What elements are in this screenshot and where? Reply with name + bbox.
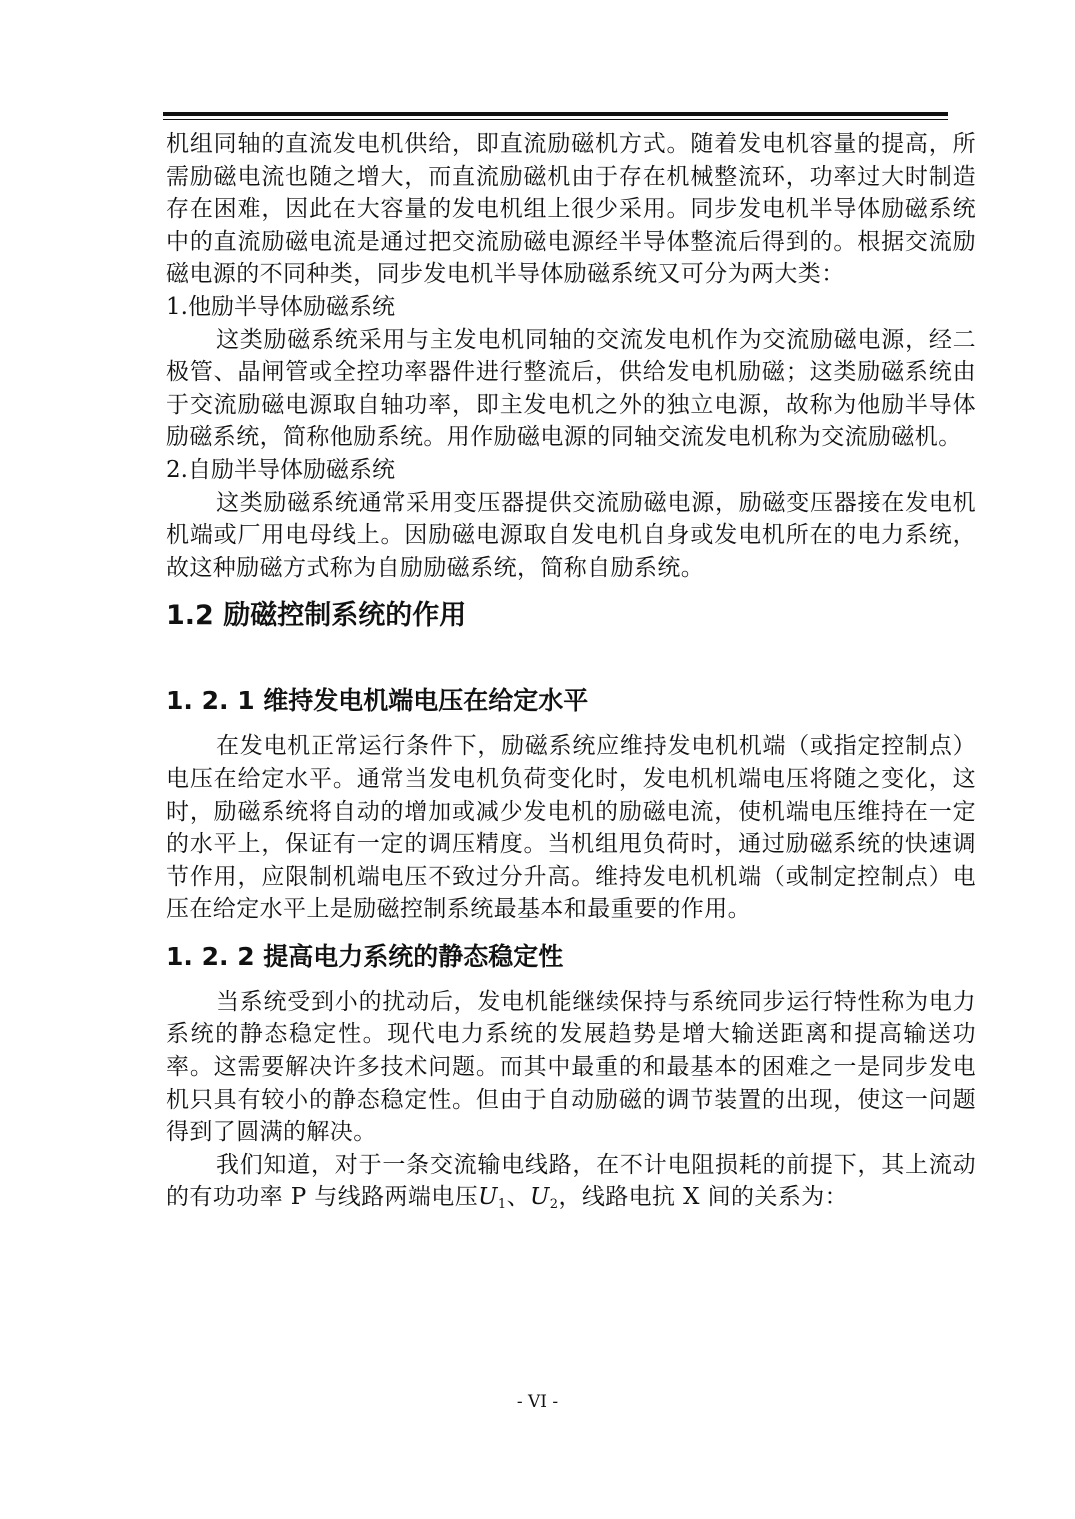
- symbol-separator: 、: [506, 1184, 530, 1211]
- voltage-symbol-u1: $U_1$: [478, 1184, 507, 1213]
- power-relation-text-b: ，线路电抗 X 间的关系为：: [558, 1184, 849, 1211]
- page-content: [166, 128, 976, 1222]
- header-rule-thick: [163, 112, 948, 116]
- subsection-heading-1-2-1: 1. 2. 1 维持发电机端电压在给定水平: [166, 686, 589, 716]
- paragraph-self-excitation: 这类励磁系统通常采用变压器提供交流励磁电源，励磁变压器接在发电机机端或厂用电母线上。因励磁电源取自发电机自身或发电机所在的电力系统，故这种励磁方式称为自励励磁系统，简称自励系统。: [166, 489, 976, 581]
- paragraph-static-stability: 当系统受到小的扰动后，发电机能继续保持与系统同步运行特性称为电力系统的静态稳定性。现代电力系统的发展趋势是增大输送距离和提高输送功率。这需要解决许多技术问题。而其中最重的和最基本的困难之一是同步发电机只具有较小的静态稳定性。但由于自动励磁的调节装置的出现，使这一问题得到了圆满的解决。: [166, 988, 976, 1146]
- voltage-symbol-u2: $U_2$: [529, 1184, 559, 1213]
- paragraph-intro: 机组同轴的直流发电机供给，即直流励磁机方式。随着发电机容量的提高，所需励磁电流也随之增大，而直流励磁机由于存在机械整流环，功率过大时制造存在困难，因此在大容量的发电机组上很少采用。同步发电机半导体励磁系统中的直流励磁电流是通过把交流励磁电源经半导体整流后得到的。根据交流励磁电源的不同种类，同步发电机半导体励磁系统又可分为两大类：: [166, 131, 976, 288]
- section-heading-1-2: 1.2 励磁控制系统的作用: [166, 600, 467, 632]
- paragraph-power-relation: [166, 1149, 976, 1222]
- page-number: - VI -: [516, 1392, 559, 1412]
- list-item-separate-excitation: 1.他励半导体励磁系统: [166, 293, 395, 320]
- paragraph-voltage-maintenance: 在发电机正常运行条件下，励磁系统应维持发电机机端（或指定控制点）电压在给定水平。通常当发电机负荷变化时，发电机机端电压将随之变化，这时，励磁系统将自动的增加或减少发电机的励磁电流，使机端电压维持在一定的水平上，保证有一定的调压精度。当机组甩负荷时，通过励磁系统的快速调节作用，应限制机端电压不致过分升高。维持发电机机端（或制定控制点）电压在给定水平上是励磁控制系统最基本和最重要的作用。: [166, 733, 976, 923]
- header-rule-thin: [163, 119, 948, 120]
- power-relation-text-a: 我们知道，对于一条交流输电线路，在不计电阻损耗的前提下，其上流动的有功功率 P 与线路两端电压: [166, 1151, 976, 1211]
- subsection-heading-1-2-2: 1. 2. 2 提高电力系统的静态稳定性: [166, 941, 564, 971]
- paragraph-separate-excitation: 这类励磁系统采用与主发电机同轴的交流发电机作为交流励磁电源，经二极管、晶闸管或全控功率器件进行整流后，供给发电机励磁；这类励磁系统由于交流励磁电源取自轴功率，即主发电机之外的独立电源，故称为他励半导体励磁系统，简称他励系统。用作励磁电源的同轴交流发电机称为交流励磁机。: [166, 326, 976, 451]
- list-item-self-excitation: 2.自励半导体励磁系统: [166, 456, 395, 483]
